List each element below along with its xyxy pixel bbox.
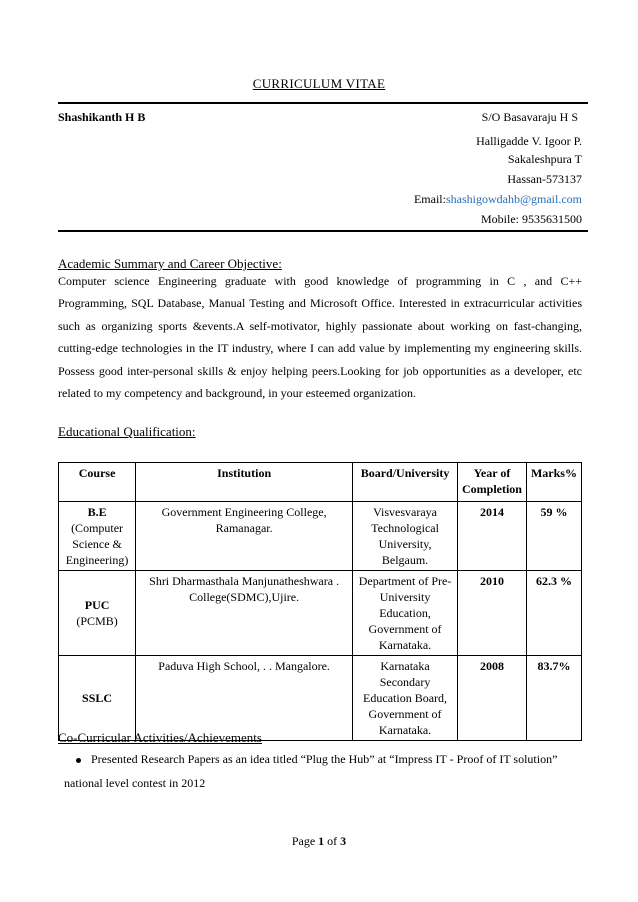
year-cell: 2014 [457,502,526,571]
header-institution: Institution [136,463,353,502]
list-item-continuation: national level contest in 2012 [64,776,206,790]
mobile-line: Mobile: 9535631500 [481,212,582,226]
board-cell: Department of Pre-University Education, Government of Karnataka. [353,571,458,656]
board-cell: Visvesvaraya Technological University, Belgaum. [353,502,458,571]
address-line-4: Hassan-573137 [507,172,582,186]
institution-cell: Shri Dharmasthala Manjunatheshwara . College(SDMC),Ujire. [136,571,353,656]
header-board: Board/University [353,463,458,502]
email-label: Email: [413,192,446,206]
objective-heading: Academic Summary and Career Objective: [58,256,282,271]
table-row [59,571,582,656]
document-title: CURRICULUM VITAE [252,76,386,91]
institution-cell: Paduva High School, . . Mangalore. [136,656,353,741]
year-cell: 2008 [457,656,526,741]
course-detail: (PCMB) [76,614,118,628]
course-name: PUC [84,598,110,612]
header-year: Year of Completion [457,463,526,502]
board-cell: Karnataka Secondary Education Board, Government of Karnataka. [353,656,458,741]
table-row [59,656,582,741]
course-cell [59,571,136,656]
header-course: Course [59,463,136,502]
marks-cell: 83.7% [526,656,581,741]
course-cell [59,656,136,741]
address-line-3: Sakaleshpura T [507,152,582,166]
table-row [59,502,582,571]
page-total: 3 [340,834,347,848]
candidate-name: Shashikanth H B [58,110,146,124]
page-footer [0,834,638,849]
education-heading: Educational Qualification: [58,424,196,439]
page-label: Page [291,834,316,848]
year-cell: 2010 [457,571,526,656]
institution-cell: Government Engineering College, Ramanagar. [136,502,353,571]
list-item [76,752,557,767]
cocurricular-heading: Co-Curricular Activities/Achievements [58,730,262,745]
header-bottom-rule [58,230,588,232]
course-name: SSLC [82,691,113,705]
table-header-row [59,463,582,502]
marks-cell: 62.3 % [526,571,581,656]
bullet-icon [76,758,81,763]
address-line-2: Halligadde V. Igoor P. [476,134,582,148]
header-marks: Marks% [526,463,581,502]
of-label: of [327,834,338,848]
list-item-text: Presented Research Papers as an idea titled “Plug the Hub” at “Impress IT - Proof of IT solution” [91,752,558,766]
page-number: 1 [318,834,325,848]
address-line-1: S/O Basavaraju H S [481,110,578,124]
objective-paragraph: Computer science Engineering graduate with good knowledge of programming in C , and C++ Programming, SQL Database, Manual Testing and Microsoft Office. Interested in extracurricular activities such as organizing sports &events.A self-motivator, highly passionate about working on fast-changing, cutting-edge technologies in the IT industry, where I can add value by implementing my engineering skills. Possess good inter-personal skills & enjoy helping peers.Looking for job opportunities as a developer, etc related to my competency and background, in your esteemed organization. [58,274,582,401]
course-detail: (Computer Science & Engineering) [65,521,129,567]
email-link[interactable]: shashigowdahb@gmail.com [445,192,582,206]
header-top-rule [58,102,588,104]
email-line [414,192,582,207]
course-name: B.E [87,505,107,519]
marks-cell: 59 % [526,502,581,571]
education-table [58,462,582,741]
course-cell [59,502,136,571]
